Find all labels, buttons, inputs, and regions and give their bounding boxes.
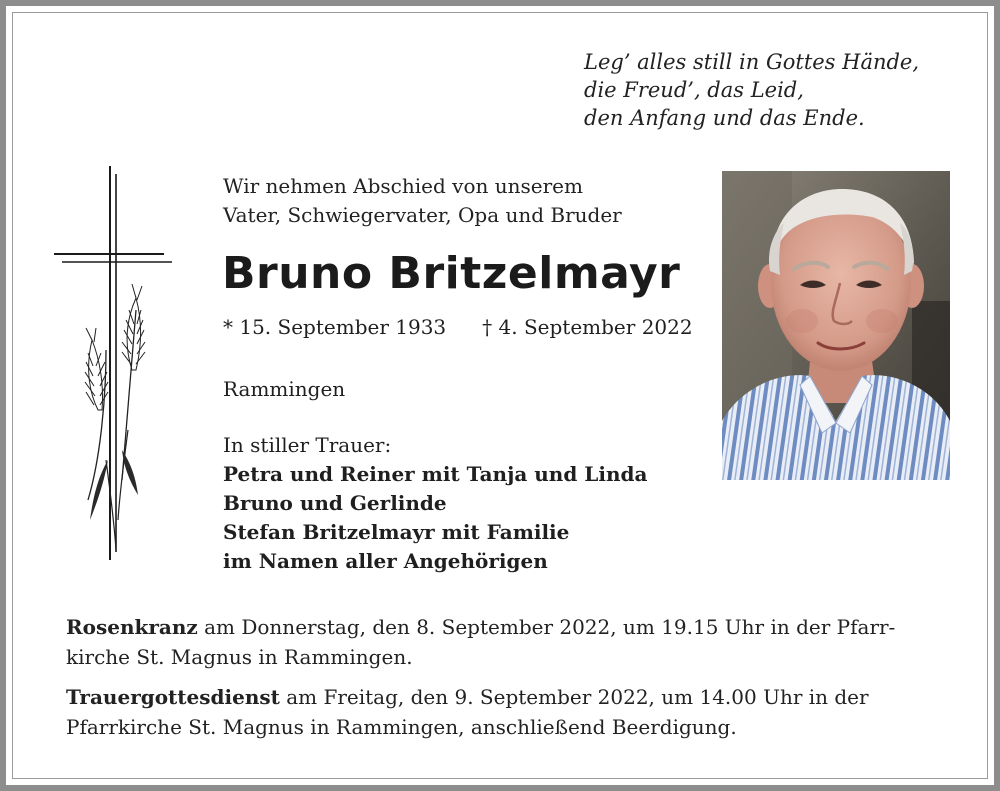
farewell-intro	[223, 172, 622, 230]
service-label: Rosenkranz	[66, 615, 198, 639]
portrait-photo	[722, 171, 950, 480]
service-text: am Freitag, den 9. September 2022, um 14.00 Uhr in der	[279, 685, 869, 709]
memorial-quote	[584, 48, 964, 132]
intro-line: Wir nehmen Abschied von unserem	[223, 174, 583, 198]
quote-line: den Anfang und das Ende.	[584, 106, 865, 130]
mourner-line: Petra und Reiner mit Tanja und Linda	[223, 462, 648, 486]
service-label: Trauergottesdienst	[66, 685, 280, 709]
service-text: Pfarrkirche St. Magnus in Rammingen, anschließend Beerdigung.	[66, 715, 737, 739]
cross-with-wheat-icon	[48, 160, 183, 570]
life-dates	[223, 314, 693, 340]
rosary-notice	[66, 612, 946, 672]
mourner-line: Bruno und Gerlinde	[223, 491, 447, 515]
mourner-line: im Namen aller Angehörigen	[223, 549, 548, 573]
intro-line: Vater, Schwiegervater, Opa und Bruder	[223, 203, 622, 227]
mourners-heading: In stiller Trauer:	[223, 433, 392, 457]
mourner-line: Stefan Britzelmayr mit Familie	[223, 520, 570, 544]
death-date: † 4. September 2022	[482, 315, 693, 339]
residence: Rammingen	[223, 377, 346, 401]
deceased-name: Bruno Britzelmayr	[222, 248, 681, 299]
funeral-service-notice	[66, 682, 946, 742]
service-text: am Donnerstag, den 8. September 2022, um 19.15 Uhr in der Pfarr-	[197, 615, 896, 639]
mourners-block	[223, 431, 647, 576]
birth-date: * 15. September 1933	[223, 315, 447, 339]
quote-line: Leg’ alles still in Gottes Hände,	[584, 50, 920, 74]
service-text: kirche St. Magnus in Rammingen.	[66, 645, 413, 669]
quote-line: die Freud’, das Leid,	[584, 78, 804, 102]
